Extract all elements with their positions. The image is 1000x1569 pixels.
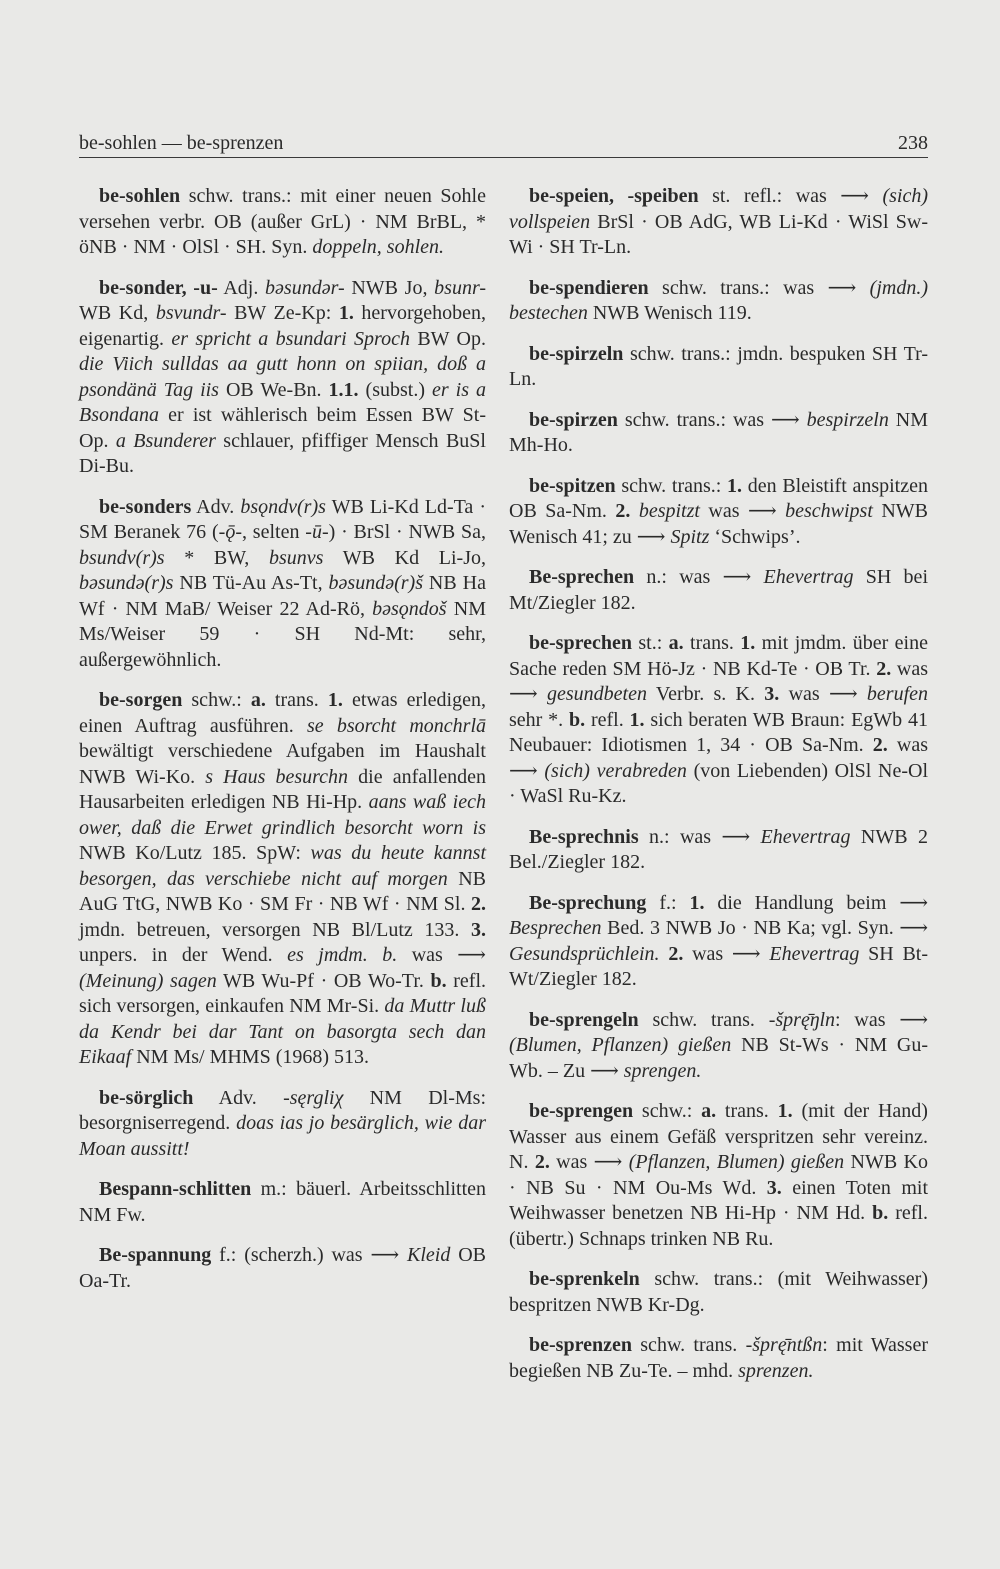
entry-lemma: be-sprenzen (529, 1334, 632, 1356)
dictionary-entry (509, 631, 928, 810)
entry-definition: n.: was ⟶ Ehevertrag SH bei Mt/Ziegler 182. (509, 566, 928, 614)
entry-definition: schw. trans.: was ⟶ bespirzeln NM Mh-Ho. (509, 408, 928, 456)
dictionary-entry (509, 565, 928, 616)
dictionary-entry (509, 276, 928, 327)
dictionary-entry (79, 1243, 486, 1294)
entry-definition: schw.: a. trans. 1. (mit der Hand) Wasser aus einem Gefäß verspritzen sehr vereinz. N. 2. was ⟶ (Pflanzen, Blumen) gießen NWB Ko · NB Su · NM Ou-Ms Wd. 3. einen Toten mit Weihwasser benetzen NB Hi-Hp · NM Hd. b. refl. (übertr.) Schnaps trinken NB Ru. (509, 1100, 928, 1250)
entry-lemma: be-spirzeln (529, 342, 624, 365)
running-title: be-sohlen — be-sprenzen (79, 132, 284, 154)
entry-lemma: be-sprechen (529, 632, 632, 654)
entry-definition: schw.: a. trans. 1. etwas erledigen, einen Auftrag ausführen. se bsorcht monchrlā bewältigt verschiedene Aufgaben im Haushalt NWB Wi-Ko. s Haus besurchn die anfallenden Hausarbeiten erledigen NB Hi-Hp. aans waß iech ower, daß die Erwet grindlich besorcht worn is NWB Ko/Lutz 185. SpW: was du heute kannst besorgen, das verschiebe nicht auf morgen NB AuG TtG, NWB Ko · SM Fr · NB Wf · NM Sl. 2. jmdn. betreuen, versorgen NB Bl/Lutz 133. 3. unpers. in der Wend. es jmdm. b. was ⟶ (Meinung) sagen WB Wu-Pf · OB Wo-Tr. b. refl. sich versorgen, einkaufen NM Mr-Si. da Muttr luß da Kendr bei dar Tant on basorgta sech dan Eikaaf NM Ms/ MHMS (1968) 513. (79, 689, 487, 1068)
dictionary-entry (509, 184, 928, 261)
dictionary-entry (79, 184, 486, 261)
dictionary-entry (79, 1086, 486, 1163)
dictionary-entry (509, 342, 928, 393)
entry-definition: schw. trans. -šprę̄ŋln: was ⟶ (Blumen, Pflanzen) gießen NB St-Ws · NM Gu-Wb. – Zu ⟶ sprengen. (509, 1008, 928, 1082)
entry-lemma: be-sprengeln (529, 1008, 639, 1031)
entry-lemma: be-spendieren (529, 276, 649, 299)
entry-definition: Adv. -sęrgliχ NM Dl-Ms: besorgniserregend. doas ias jo besärglich, wie dar Moan aussitt! (79, 1086, 487, 1160)
entry-definition: st.: a. trans. 1. mit jmdm. über eine Sache reden SM Hö-Jz · NB Kd-Te · OB Tr. 2. was ⟶ gesundbeten Verbr. s. K. 3. was ⟶ berufen sehr *. b. refl. 1. sich beraten WB Braun: EgWb 41 Neubauer: Idiotismen 1, 34 · OB Sa-Nm. 2. was ⟶ (sich) verabreden (von Liebenden) OlSl Ne-Ol · WaSl Ru-Kz. (509, 632, 929, 807)
entry-definition: f.: 1. die Handlung beim ⟶ Besprechen Bed. 3 NWB Jo · NB Ka; vgl. Syn. ⟶ Gesundsprüchlein. 2. was ⟶ Ehevertrag SH Bt-Wt/Ziegler 182. (509, 891, 929, 990)
entry-definition: Adj. bəsundər- NWB Jo, bsunr- WB Kd, bsvundr- BW Ze-Kp: 1. hervorgehoben, eigenartig. er spricht a bsundari Sproch BW Op. die Viich sulldas aa gutt honn on spiian, doß a psondänä Tag iis OB We-Bn. 1.1. (subst.) er is a Bsondana er ist wählerisch beim Essen BW St-Op. a Bsunderer schlauer, pfiffiger Mensch BuSl Di-Bu. (79, 276, 487, 477)
dictionary-entry (79, 276, 486, 480)
entry-definition: schw. trans. -šprę̄ntßn: mit Wasser begießen NB Zu-Te. – mhd. sprenzen. (509, 1334, 929, 1382)
dictionary-entry (509, 891, 928, 993)
entry-definition: schw. trans.: was ⟶ (jmdn.) bestechen NWB Wenisch 119. (509, 276, 928, 324)
right-column (509, 184, 928, 1399)
entry-definition: f.: (scherzh.) was ⟶ Kleid OB Oa-Tr. (79, 1244, 486, 1292)
header-rule (79, 157, 928, 158)
entry-definition: schw. trans.: jmdn. bespuken SH Tr-Ln. (509, 342, 928, 390)
dictionary-entry (79, 688, 486, 1071)
entry-lemma: Be-spannung (99, 1244, 212, 1266)
entry-lemma: Be-sprechen (529, 566, 635, 588)
entry-definition: m.: bäuerl. Arbeitsschlitten NM Fw. (79, 1178, 486, 1226)
dictionary-entry (79, 495, 486, 674)
entry-lemma: be-spitzen (529, 474, 616, 497)
entry-lemma: be-sorgen (99, 689, 183, 711)
entry-lemma: be-sörglich (99, 1086, 194, 1109)
entry-definition: Adv. bsǫndv(r)s WB Li-Kd Ld-Ta · SM Beranek 76 (-ǭ-, selten -ū-) · BrSl · NWB Sa, bsundv(r)s * BW, bsunvs WB Kd Li-Jo, bəsundə(r)s NB Tü-Au As-Tt, bəsundə(r)š NB Ha Wf · NM MaB/ Weiser 22 Ad-Rö, bəsǫndoš NM Ms/Weiser 59 · SH Nd-Mt: sehr, außergewöhnlich. (79, 495, 487, 671)
entry-lemma: be-sprengen (529, 1100, 634, 1122)
dictionary-entry (509, 1099, 928, 1252)
entry-definition: schw. trans.: (mit Weihwasser) bespritzen NWB Kr-Dg. (509, 1268, 928, 1316)
entry-lemma: be-spirzen (529, 408, 618, 431)
entry-lemma: be-sprenkeln (529, 1268, 640, 1290)
dictionary-entry (509, 408, 928, 459)
page-number: 238 (898, 132, 928, 154)
entry-lemma: be-sonder, -u- (99, 276, 218, 299)
entry-lemma: be-sohlen (99, 185, 181, 207)
entry-lemma: be-speien, -speiben (529, 185, 699, 207)
entry-definition: st. refl.: was ⟶ (sich) vollspeien BrSl · OB AdG, WB Li-Kd · WiSl Sw-Wi · SH Tr-Ln. (509, 185, 928, 258)
dictionary-entry (509, 474, 928, 551)
entry-lemma: Be-sprechnis (529, 825, 639, 848)
entry-definition: schw. trans.: 1. den Bleistift anspitzen OB Sa-Nm. 2. bespitzt was ⟶ beschwipst NWB Wenisch 41; zu ⟶ Spitz ‘Schwips’. (509, 474, 929, 548)
entry-lemma: Be-sprechung (529, 891, 647, 914)
entry-lemma: Bespann-schlitten (99, 1178, 252, 1200)
dictionary-entry (509, 1267, 928, 1318)
dictionary-entry (79, 1177, 486, 1228)
left-column (79, 184, 486, 1309)
dictionary-entry (509, 825, 928, 876)
entry-definition: schw. trans.: mit einer neuen Sohle versehen verbr. OB (außer GrL) · NM BrBL, * öNB · NM · OlSl · SH. Syn. doppeln, sohlen. (79, 185, 486, 258)
entry-definition: n.: was ⟶ Ehevertrag NWB 2 Bel./Ziegler 182. (509, 825, 928, 873)
entry-lemma: be-sonders (99, 495, 192, 518)
dictionary-entry (509, 1008, 928, 1085)
dictionary-entry (509, 1333, 928, 1384)
